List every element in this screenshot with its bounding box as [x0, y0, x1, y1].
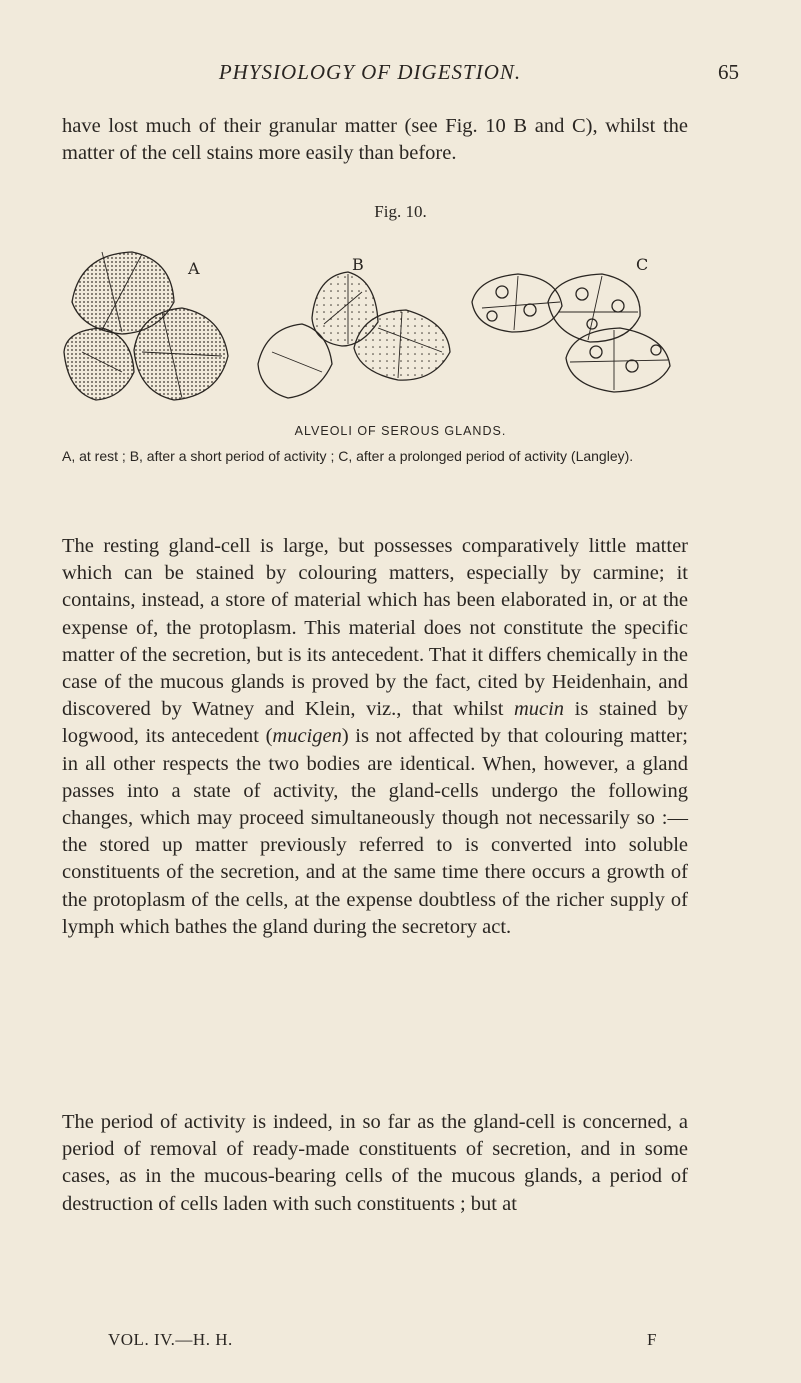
- body-paragraph-resting-cell: [62, 533, 688, 941]
- running-title: PHYSIOLOGY OF DIGESTION.: [218, 60, 522, 84]
- page-footer: [0, 1330, 801, 1354]
- page-number: 65: [718, 60, 739, 84]
- panel-a-label: A: [188, 259, 200, 278]
- figure-label: Fig. 10.: [374, 202, 427, 221]
- figure-illustration: [62, 232, 702, 412]
- term-mucin: mucin: [513, 698, 565, 721]
- paragraph-text: is stained by logwood, its antecedent (: [62, 698, 688, 748]
- panel-b-label: B: [352, 255, 364, 274]
- panel-b-drawing: [258, 272, 450, 398]
- paragraph-text: The resting gland-cell is large, but possesses comparatively little matter which can be stained by colouring matters, especially by carmine; it contains, instead, a store of material which has been elaborated in, or at the expense of, the protoplasm. This material does not constitute the specific matter of the secretion, but is its antecedent. That it differs chemically in the case of the mucous glands is proved by the fact, cited by Heidenhain, and discovered by Watney and Klein, viz., that whilst: [62, 535, 688, 721]
- page-header: [0, 60, 801, 90]
- gathering-signature: F: [647, 1330, 657, 1349]
- term-mucigen: mucigen: [272, 725, 342, 748]
- panel-a-drawing: [64, 252, 228, 400]
- volume-signature: VOL. IV.—H. H.: [108, 1330, 233, 1349]
- body-paragraph-activity: The period of activity is indeed, in so far as the gland-cell is concerned, a period of removal of ready-made constituents of secretion, and in some cases, as in the mucous-bearing cells of the mucous glands, a period of destruction of cells laden with such constituents ; but at: [62, 1111, 688, 1215]
- panel-c-label: C: [636, 255, 649, 274]
- panel-c-drawing: [472, 274, 670, 392]
- figure-caption: A, at rest ; B, after a short period of activity ; C, after a prolonged period of activity (Langley).: [62, 448, 634, 464]
- alveoli-illustration: [62, 232, 702, 412]
- figure-title: ALVEOLI OF SEROUS GLANDS.: [294, 424, 507, 438]
- intro-paragraph: have lost much of their granular matter (see Fig. 10 B and C), whilst the matter of the cell stains more easily than before.: [62, 115, 688, 165]
- paragraph-text: ) is not affected by that colouring matter; in all other respects the two bodies are identical. When, however, a gland passes into a state of activity, the gland-cells undergo the following changes, which may proceed simultaneously though not necessarily so :—the stored up matter previously referred to is converted into soluble constituents of the secretion, and at the same time there occurs a growth of the protoplasm of the cells, at the expense doubtless of the richer supply of lymph which bathes the gland during the secretory act.: [62, 725, 688, 938]
